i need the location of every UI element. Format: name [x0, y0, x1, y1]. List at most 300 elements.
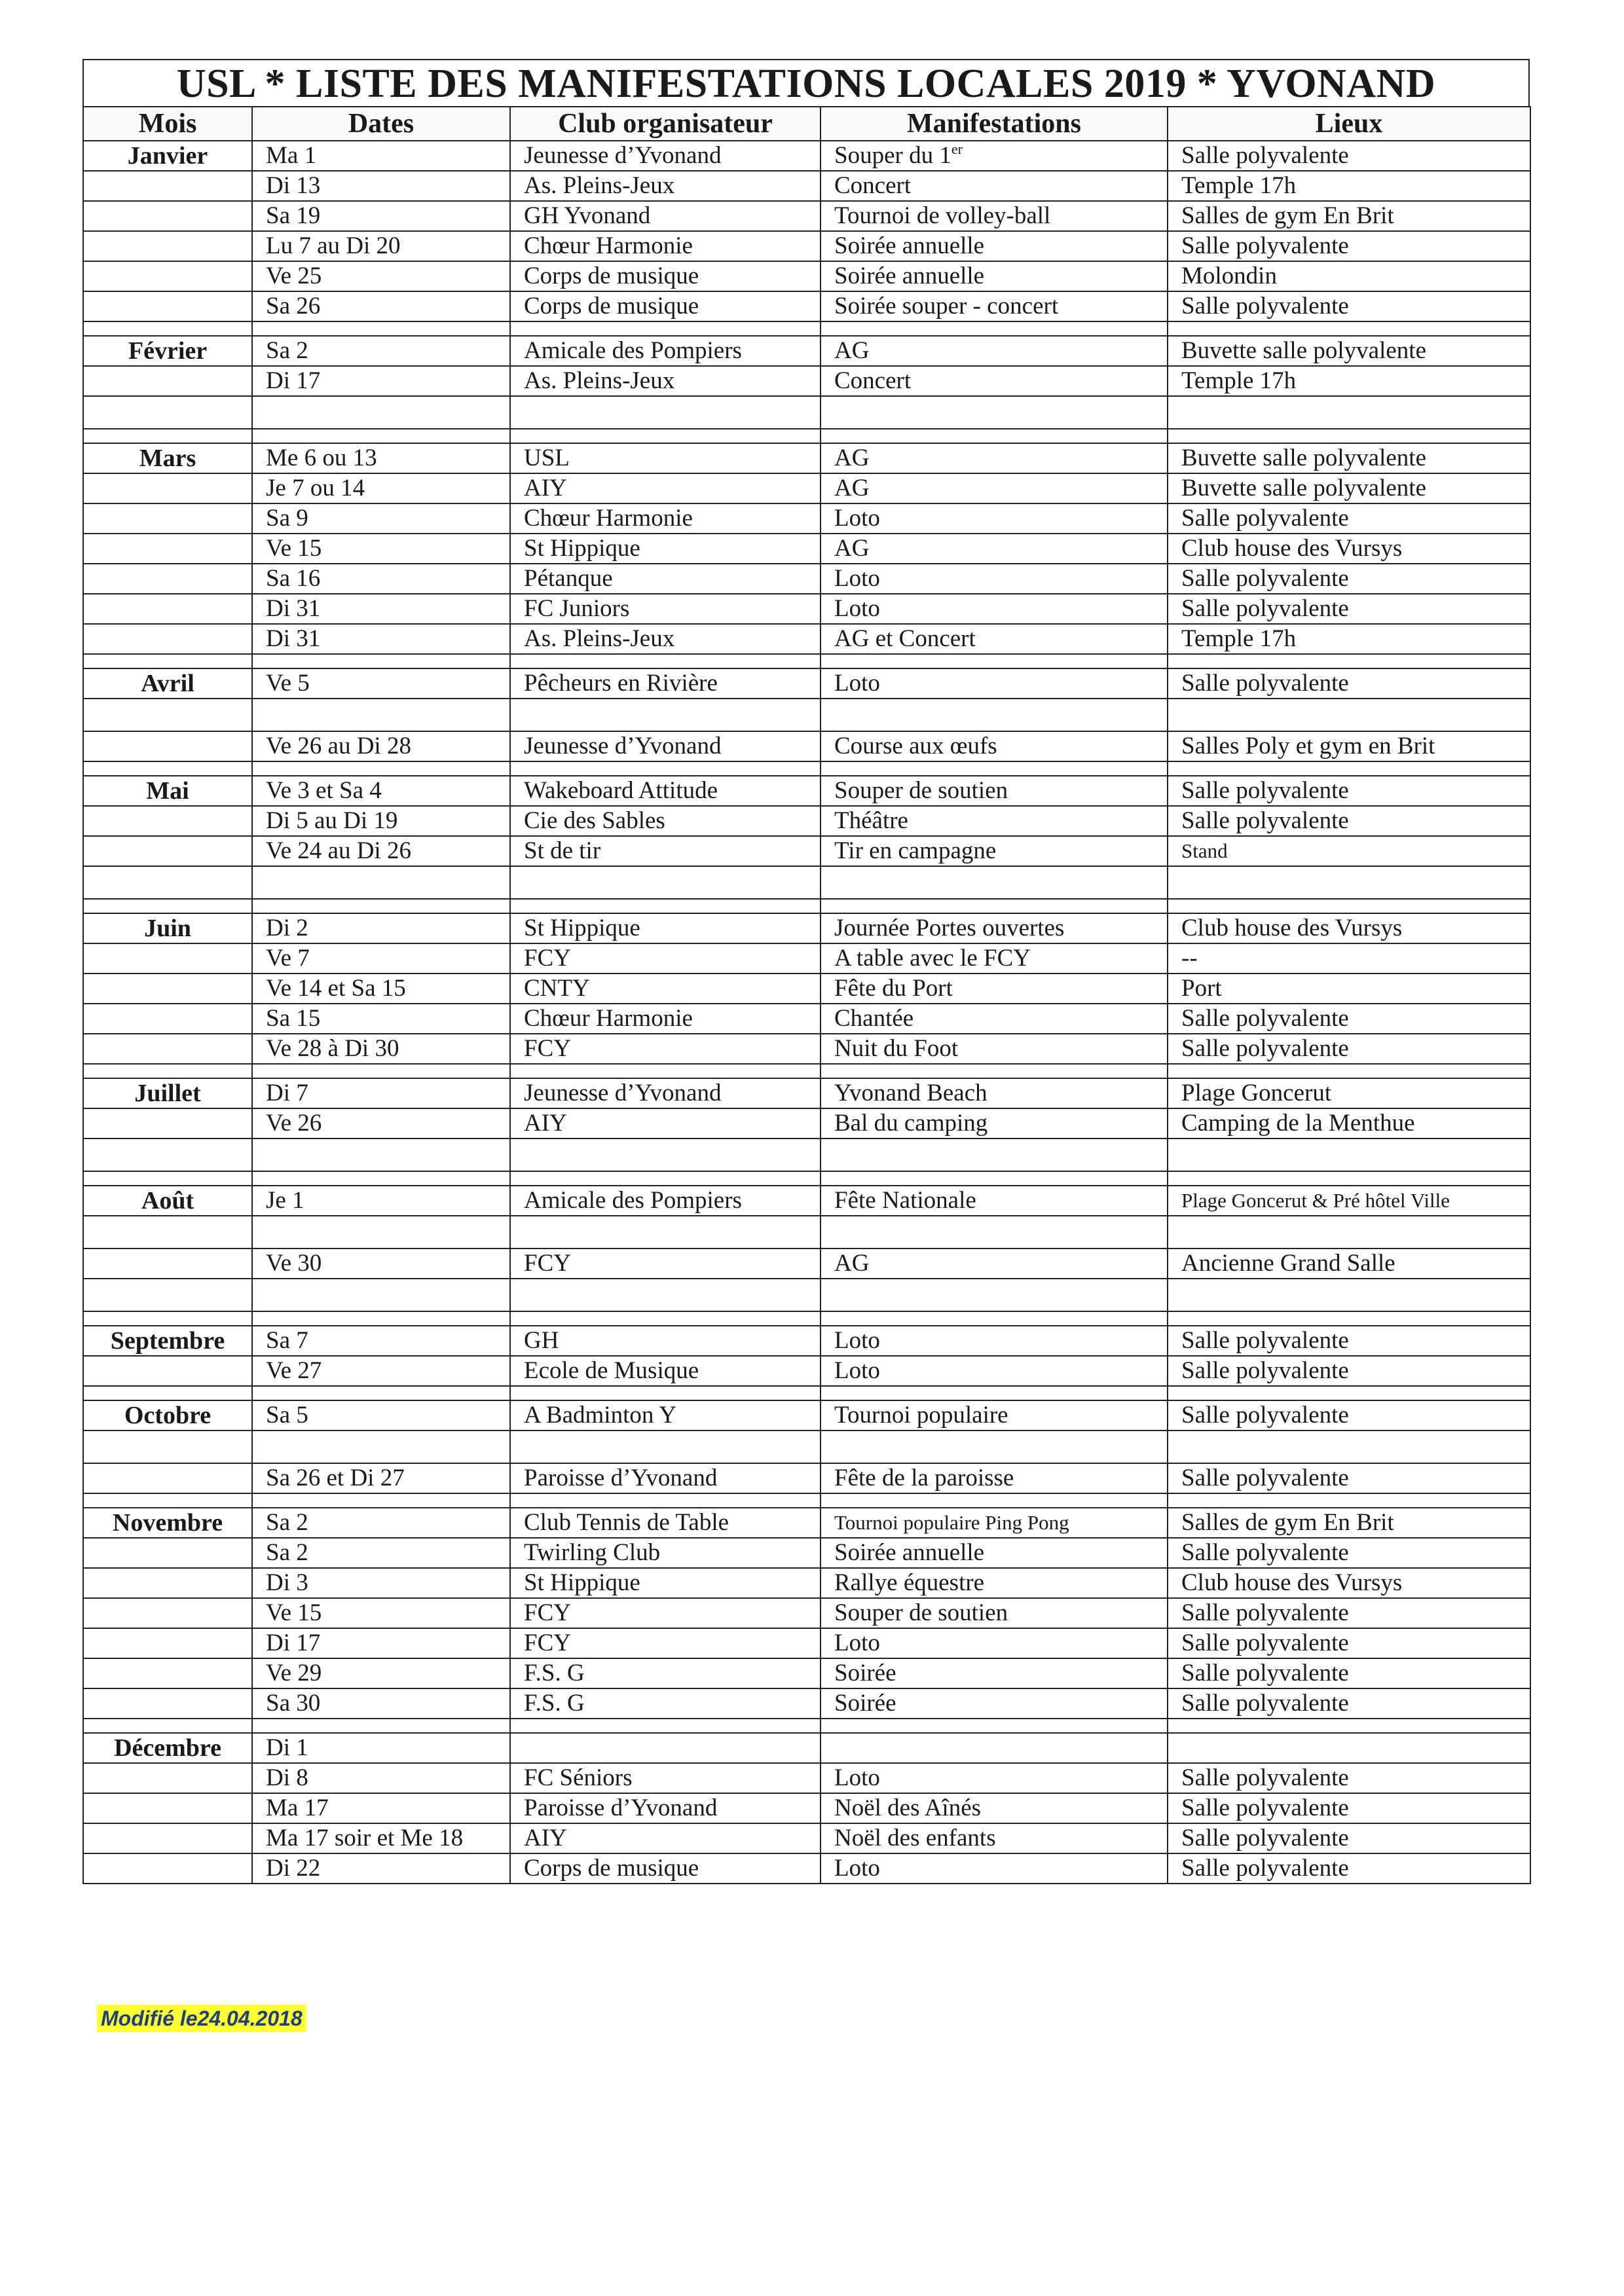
club-cell: CNTY [510, 974, 821, 1004]
event-row [83, 171, 1530, 201]
event-cell: AG [821, 443, 1168, 473]
place-cell: Salle polyvalente [1168, 1853, 1530, 1884]
month-cell: Février [83, 336, 252, 366]
date-cell [252, 1216, 510, 1248]
event-cell [821, 1733, 1168, 1763]
date-cell: Ve 25 [252, 261, 510, 291]
club-cell: Corps de musique [510, 261, 821, 291]
month-cell [83, 1568, 252, 1598]
event-row [83, 1658, 1530, 1688]
separator-cell [1168, 1386, 1530, 1400]
event-row [83, 1034, 1530, 1064]
place-cell: Salle polyvalente [1168, 564, 1530, 594]
date-cell: Sa 9 [252, 503, 510, 534]
month-cell: Août [83, 1186, 252, 1216]
event-cell: AG [821, 473, 1168, 503]
blank-row [83, 1430, 1530, 1463]
club-cell: FCY [510, 1248, 821, 1279]
event-row [83, 534, 1530, 564]
separator-cell [252, 1386, 510, 1400]
blank-row [83, 1279, 1530, 1311]
event-cell: Soirée [821, 1658, 1168, 1688]
place-cell: Salle polyvalente [1168, 291, 1530, 321]
place-cell [1168, 699, 1530, 731]
place-cell [1168, 1733, 1530, 1763]
event-row [83, 1688, 1530, 1719]
date-cell [252, 396, 510, 429]
place-cell: Salle polyvalente [1168, 1823, 1530, 1853]
separator-cell [1168, 1064, 1530, 1078]
date-cell: Sa 26 et Di 27 [252, 1463, 510, 1493]
event-cell: Loto [821, 1853, 1168, 1884]
month-cell [83, 291, 252, 321]
club-cell [510, 866, 821, 899]
event-row [83, 1508, 1530, 1538]
place-cell: Plage Goncerut & Pré hôtel Ville [1168, 1186, 1530, 1216]
date-cell: Ve 15 [252, 534, 510, 564]
place-cell: Salle polyvalente [1168, 668, 1530, 699]
document-title: USL * LISTE DES MANIFESTATIONS LOCALES 2019 * YVONAND [83, 59, 1530, 106]
month-separator-row [83, 654, 1530, 668]
club-cell: Amicale des Pompiers [510, 1186, 821, 1216]
month-cell [83, 1108, 252, 1139]
event-row [83, 1538, 1530, 1568]
club-cell: Ecole de Musique [510, 1356, 821, 1386]
month-separator-row [83, 1719, 1530, 1733]
separator-cell [252, 321, 510, 336]
date-cell: Ve 15 [252, 1598, 510, 1628]
date-cell: Di 8 [252, 1763, 510, 1793]
event-row [83, 668, 1530, 699]
separator-cell [83, 1311, 252, 1326]
separator-cell [821, 761, 1168, 776]
place-cell: Salle polyvalente [1168, 1763, 1530, 1793]
blank-row [83, 1216, 1530, 1248]
club-cell: Chœur Harmonie [510, 231, 821, 261]
club-cell: A Badminton Y [510, 1400, 821, 1430]
separator-cell [1168, 899, 1530, 913]
club-cell: Cie des Sables [510, 806, 821, 836]
date-cell: Ve 26 [252, 1108, 510, 1139]
event-cell: Soirée [821, 1688, 1168, 1719]
event-row [83, 1628, 1530, 1658]
club-cell [510, 1279, 821, 1311]
event-row [83, 1733, 1530, 1763]
event-cell: Soirée annuelle [821, 261, 1168, 291]
separator-cell [821, 1386, 1168, 1400]
separator-cell [83, 899, 252, 913]
date-cell [252, 699, 510, 731]
event-row [83, 336, 1530, 366]
event-cell: Concert [821, 366, 1168, 396]
place-cell: Salle polyvalente [1168, 594, 1530, 624]
month-cell [83, 534, 252, 564]
event-cell [821, 396, 1168, 429]
place-cell: Salle polyvalente [1168, 1400, 1530, 1430]
separator-cell [821, 654, 1168, 668]
club-cell: Pétanque [510, 564, 821, 594]
event-row [83, 201, 1530, 231]
event-row [83, 231, 1530, 261]
blank-row [83, 699, 1530, 731]
date-cell: Sa 2 [252, 1538, 510, 1568]
event-cell: Loto [821, 1763, 1168, 1793]
separator-cell [821, 321, 1168, 336]
date-cell: Ve 26 au Di 28 [252, 731, 510, 761]
club-cell [510, 699, 821, 731]
event-superscript: er [951, 141, 963, 157]
column-header-mois: Mois [83, 107, 252, 141]
place-cell: Ancienne Grand Salle [1168, 1248, 1530, 1279]
place-cell: Club house des Vursys [1168, 534, 1530, 564]
place-cell: -- [1168, 943, 1530, 974]
club-cell: AIY [510, 473, 821, 503]
date-cell: Je 1 [252, 1186, 510, 1216]
month-cell [83, 366, 252, 396]
event-cell: Noël des enfants [821, 1823, 1168, 1853]
club-cell: Paroisse d’Yvonand [510, 1793, 821, 1823]
event-cell: Loto [821, 1326, 1168, 1356]
separator-cell [83, 321, 252, 336]
event-row [83, 1326, 1530, 1356]
separator-cell [1168, 1311, 1530, 1326]
event-cell: Loto [821, 668, 1168, 699]
month-cell [83, 1463, 252, 1493]
event-row [83, 1823, 1530, 1853]
event-row [83, 261, 1530, 291]
month-cell [83, 1793, 252, 1823]
club-cell: Club Tennis de Table [510, 1508, 821, 1538]
date-cell [252, 1430, 510, 1463]
month-cell: Octobre [83, 1400, 252, 1430]
date-cell: Di 5 au Di 19 [252, 806, 510, 836]
event-cell: Loto [821, 594, 1168, 624]
month-cell [83, 624, 252, 654]
club-cell: FCY [510, 1598, 821, 1628]
place-cell [1168, 1139, 1530, 1171]
place-cell: Salle polyvalente [1168, 1004, 1530, 1034]
month-cell [83, 503, 252, 534]
place-cell [1168, 866, 1530, 899]
club-cell: FC Séniors [510, 1763, 821, 1793]
event-cell: Soirée annuelle [821, 231, 1168, 261]
separator-cell [252, 1493, 510, 1508]
month-cell: Janvier [83, 141, 252, 171]
date-cell: Di 1 [252, 1733, 510, 1763]
event-cell: Tir en campagne [821, 836, 1168, 866]
place-cell: Salle polyvalente [1168, 1628, 1530, 1658]
event-row [83, 913, 1530, 943]
club-cell: Twirling Club [510, 1538, 821, 1568]
club-cell: St Hippique [510, 1568, 821, 1598]
month-cell [83, 201, 252, 231]
separator-cell [1168, 761, 1530, 776]
date-cell: Di 31 [252, 624, 510, 654]
place-cell: Salle polyvalente [1168, 1598, 1530, 1628]
event-cell: Rallye équestre [821, 1568, 1168, 1598]
event-row [83, 974, 1530, 1004]
club-cell: As. Pleins-Jeux [510, 171, 821, 201]
month-cell: Novembre [83, 1508, 252, 1538]
event-row [83, 594, 1530, 624]
club-cell: F.S. G [510, 1688, 821, 1719]
separator-cell [83, 1493, 252, 1508]
event-cell: Tournoi populaire Ping Pong [821, 1508, 1168, 1538]
club-cell: Pêcheurs en Rivière [510, 668, 821, 699]
month-cell [83, 1628, 252, 1658]
date-cell: Ve 3 et Sa 4 [252, 776, 510, 806]
event-row [83, 1568, 1530, 1598]
month-cell: Septembre [83, 1326, 252, 1356]
event-row [83, 1793, 1530, 1823]
club-cell [510, 1430, 821, 1463]
month-separator-row [83, 429, 1530, 443]
date-cell: Di 13 [252, 171, 510, 201]
separator-cell [821, 1493, 1168, 1508]
club-cell: F.S. G [510, 1658, 821, 1688]
date-cell: Ma 17 [252, 1793, 510, 1823]
place-cell: Salle polyvalente [1168, 141, 1530, 171]
event-cell: AG [821, 534, 1168, 564]
place-cell: Buvette salle polyvalente [1168, 336, 1530, 366]
date-cell: Ma 17 soir et Me 18 [252, 1823, 510, 1853]
club-cell: Corps de musique [510, 291, 821, 321]
event-row [83, 836, 1530, 866]
date-cell: Sa 15 [252, 1004, 510, 1034]
month-cell [83, 1216, 252, 1248]
date-cell: Di 2 [252, 913, 510, 943]
event-row [83, 943, 1530, 974]
separator-cell [821, 1719, 1168, 1733]
event-row [83, 1400, 1530, 1430]
separator-cell [83, 654, 252, 668]
event-cell: Théâtre [821, 806, 1168, 836]
place-cell [1168, 1430, 1530, 1463]
month-separator-row [83, 1493, 1530, 1508]
place-cell: Temple 17h [1168, 366, 1530, 396]
month-cell [83, 1279, 252, 1311]
separator-cell [252, 899, 510, 913]
separator-cell [252, 654, 510, 668]
event-cell: AG [821, 336, 1168, 366]
separator-cell [510, 1064, 821, 1078]
separator-cell [510, 1493, 821, 1508]
event-cell: Concert [821, 171, 1168, 201]
place-cell: Salle polyvalente [1168, 1793, 1530, 1823]
event-cell: Tournoi de volley-ball [821, 201, 1168, 231]
event-row [83, 473, 1530, 503]
date-cell: Sa 26 [252, 291, 510, 321]
month-cell [83, 231, 252, 261]
place-cell: Salle polyvalente [1168, 806, 1530, 836]
place-cell [1168, 1216, 1530, 1248]
event-cell: Nuit du Foot [821, 1034, 1168, 1064]
club-cell [510, 1733, 821, 1763]
separator-cell [821, 1171, 1168, 1186]
table-header-row [83, 107, 1530, 141]
separator-cell [252, 429, 510, 443]
club-cell [510, 1139, 821, 1171]
event-row [83, 1356, 1530, 1386]
event-cell [821, 699, 1168, 731]
table-body [83, 141, 1530, 1884]
month-cell [83, 974, 252, 1004]
separator-cell [83, 1171, 252, 1186]
separator-cell [1168, 429, 1530, 443]
separator-cell [510, 654, 821, 668]
month-cell [83, 731, 252, 761]
column-header-manifestations: Manifestations [821, 107, 1168, 141]
event-cell: Soirée annuelle [821, 1538, 1168, 1568]
place-cell: Salle polyvalente [1168, 231, 1530, 261]
separator-cell [252, 761, 510, 776]
date-cell: Sa 30 [252, 1688, 510, 1719]
event-row [83, 1853, 1530, 1884]
event-cell: Bal du camping [821, 1108, 1168, 1139]
event-cell [821, 866, 1168, 899]
place-cell: Salle polyvalente [1168, 1356, 1530, 1386]
separator-cell [510, 1171, 821, 1186]
blank-row [83, 866, 1530, 899]
event-row [83, 1463, 1530, 1493]
separator-cell [821, 429, 1168, 443]
place-cell: Camping de la Menthue [1168, 1108, 1530, 1139]
month-cell [83, 1139, 252, 1171]
event-cell [821, 1139, 1168, 1171]
month-cell: Décembre [83, 1733, 252, 1763]
separator-cell [821, 899, 1168, 913]
event-row [83, 291, 1530, 321]
month-cell [83, 1034, 252, 1064]
month-cell [83, 1688, 252, 1719]
place-cell: Salles de gym En Brit [1168, 1508, 1530, 1538]
club-cell: As. Pleins-Jeux [510, 624, 821, 654]
month-separator-row [83, 1386, 1530, 1400]
month-cell [83, 171, 252, 201]
separator-cell [252, 1719, 510, 1733]
separator-cell [1168, 654, 1530, 668]
event-cell: Course aux œufs [821, 731, 1168, 761]
place-cell: Stand [1168, 836, 1530, 866]
separator-cell [510, 1719, 821, 1733]
event-cell: Journée Portes ouvertes [821, 913, 1168, 943]
event-cell: Fête Nationale [821, 1186, 1168, 1216]
month-cell [83, 1248, 252, 1279]
event-row [83, 806, 1530, 836]
place-cell [1168, 1279, 1530, 1311]
place-cell: Salle polyvalente [1168, 1463, 1530, 1493]
month-cell [83, 261, 252, 291]
month-separator-row [83, 761, 1530, 776]
event-row [83, 1108, 1530, 1139]
club-cell: FCY [510, 1034, 821, 1064]
event-cell: A table avec le FCY [821, 943, 1168, 974]
date-cell: Di 3 [252, 1568, 510, 1598]
club-cell [510, 1216, 821, 1248]
separator-cell [252, 1171, 510, 1186]
date-cell: Me 6 ou 13 [252, 443, 510, 473]
date-cell [252, 866, 510, 899]
club-cell: Chœur Harmonie [510, 1004, 821, 1034]
club-cell: FCY [510, 943, 821, 974]
place-cell: Salles de gym En Brit [1168, 201, 1530, 231]
date-cell: Ma 1 [252, 141, 510, 171]
date-cell: Ve 28 à Di 30 [252, 1034, 510, 1064]
club-cell: FCY [510, 1628, 821, 1658]
club-cell: St de tir [510, 836, 821, 866]
club-cell: Jeunesse d’Yvonand [510, 731, 821, 761]
event-row [83, 731, 1530, 761]
month-cell [83, 594, 252, 624]
separator-cell [252, 1311, 510, 1326]
month-separator-row [83, 899, 1530, 913]
date-cell: Ve 5 [252, 668, 510, 699]
event-cell: Souper de soutien [821, 1598, 1168, 1628]
date-cell: Ve 7 [252, 943, 510, 974]
event-row [83, 564, 1530, 594]
column-header-club: Club organisateur [510, 107, 821, 141]
event-cell: AG et Concert [821, 624, 1168, 654]
separator-cell [510, 899, 821, 913]
event-cell [821, 1279, 1168, 1311]
event-cell: Loto [821, 1356, 1168, 1386]
separator-cell [83, 1064, 252, 1078]
event-cell: Fête de la paroisse [821, 1463, 1168, 1493]
club-cell: USL [510, 443, 821, 473]
month-cell [83, 1763, 252, 1793]
event-text: Souper du 1 [834, 142, 951, 169]
separator-cell [83, 1386, 252, 1400]
separator-cell [1168, 1719, 1530, 1733]
place-cell [1168, 396, 1530, 429]
event-cell: Fête du Port [821, 974, 1168, 1004]
column-header-lieux: Lieux [1168, 107, 1530, 141]
place-cell: Salle polyvalente [1168, 1538, 1530, 1568]
month-cell [83, 1853, 252, 1884]
separator-cell [821, 1311, 1168, 1326]
event-row [83, 503, 1530, 534]
date-cell: Sa 2 [252, 336, 510, 366]
event-cell: Chantée [821, 1004, 1168, 1034]
place-cell: Salle polyvalente [1168, 1688, 1530, 1719]
date-cell: Sa 5 [252, 1400, 510, 1430]
month-cell [83, 699, 252, 731]
club-cell: GH [510, 1326, 821, 1356]
blank-row [83, 1139, 1530, 1171]
club-cell: Amicale des Pompiers [510, 336, 821, 366]
place-cell: Salle polyvalente [1168, 1034, 1530, 1064]
month-cell [83, 1430, 252, 1463]
place-cell: Plage Goncerut [1168, 1078, 1530, 1108]
event-cell: Loto [821, 503, 1168, 534]
month-cell [83, 1598, 252, 1628]
event-cell [821, 141, 1168, 171]
place-cell: Salles Poly et gym en Brit [1168, 731, 1530, 761]
place-cell: Salle polyvalente [1168, 1326, 1530, 1356]
events-table [83, 106, 1531, 1884]
club-cell: AIY [510, 1823, 821, 1853]
separator-cell [510, 429, 821, 443]
date-cell: Ve 27 [252, 1356, 510, 1386]
date-cell: Sa 2 [252, 1508, 510, 1538]
month-cell [83, 943, 252, 974]
month-cell [83, 396, 252, 429]
month-separator-row [83, 321, 1530, 336]
event-cell [821, 1430, 1168, 1463]
event-cell: Loto [821, 564, 1168, 594]
separator-cell [510, 1311, 821, 1326]
month-cell: Avril [83, 668, 252, 699]
